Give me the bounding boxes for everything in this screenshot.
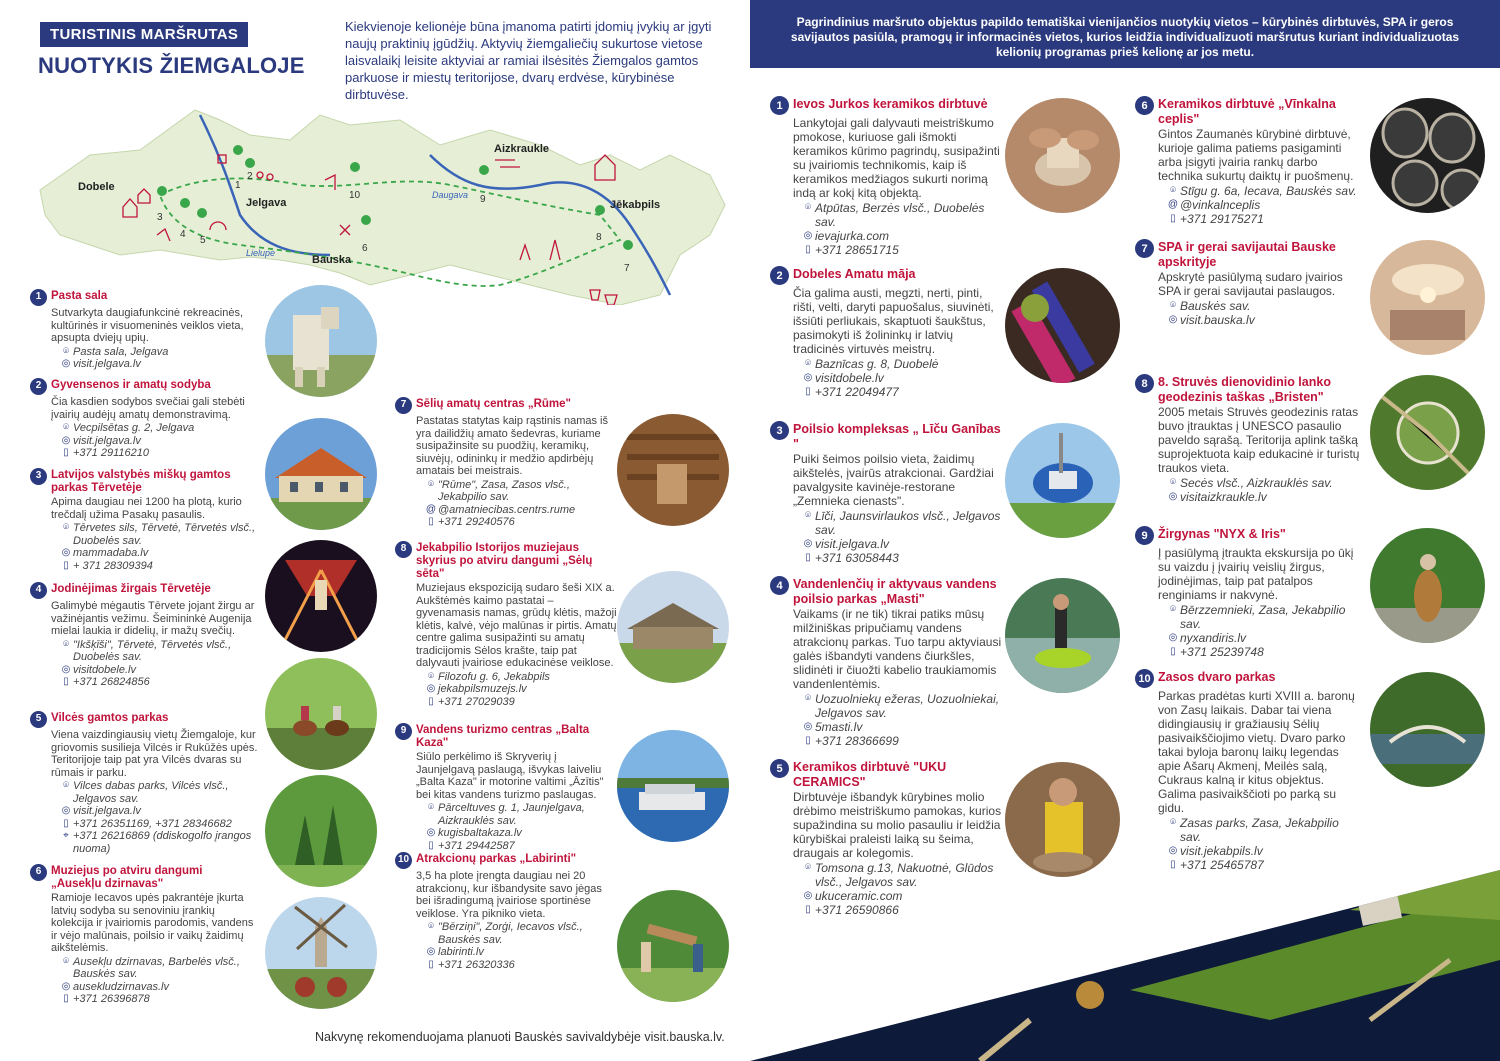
item-description: Lankytojai gali dalyvauti meistriškumo pmokose, kuriuose gali išmokti keramikos kūrimo pagrindų, susipažinti su įvairiomis technikomis, kaip iš keramikos medžiagos sukurti norimą indą ar kokį kitą objektą. [793, 116, 1000, 200]
globe-icon: ◎ [61, 434, 71, 446]
map-pin-icon: ⌾ [63, 345, 69, 357]
item-description: Sutvarkyta daugiafunkcinė rekreacinės, kultūrinės ir visuomeninės veiklos vieta, apsupta dviejų upių. [51, 307, 244, 344]
instagram-icon: @ [1167, 199, 1179, 210]
photo-rume [617, 414, 729, 526]
phone-icon: ▯ [63, 447, 69, 458]
item-phone[interactable]: +371 25239748 [1180, 645, 1264, 659]
item-phone[interactable]: +371 29116210 [73, 447, 149, 459]
item-website[interactable]: nyxandiris.lv [1180, 631, 1247, 645]
left-item-10 [395, 853, 617, 971]
photo-ausekļu-dzirnavas [265, 897, 377, 1009]
photo-struve-arc [1370, 375, 1485, 490]
map-pin-icon: ⌾ [428, 921, 434, 932]
item-phone[interactable]: +371 26396878 [73, 993, 150, 1005]
item-address: Tomsona g.13, Nakuotnė, Glūdos vlsč., Jelgavos sav. [815, 861, 994, 889]
photo-labirinti [617, 890, 729, 1002]
item-phone[interactable]: +371 29175271 [1180, 212, 1264, 226]
left-item-3 [30, 469, 262, 572]
item-website[interactable]: ausekludzirnavas.lv [73, 980, 169, 993]
photo-zasa-manor-park [1370, 672, 1485, 787]
photo-licu-ganibas [1005, 423, 1120, 538]
item-title: SPA ir gerai savijautai Bauske apskrityje [1158, 240, 1336, 269]
item-title: Gyvensenos ir amatų sodyba [51, 379, 211, 391]
item-number: 7 [395, 397, 412, 414]
right-item-6 [1135, 97, 1357, 226]
phone-icon: ▯ [805, 244, 811, 255]
globe-icon: ◎ [426, 683, 436, 694]
item-address: "Bērziņi", Zorģi, Iecavos vlsč., Bauskės sav. [438, 921, 583, 946]
item-address: Vecpilsētas g. 2, Jelgava [73, 422, 195, 434]
item-title: Dobeles Amatu māja [793, 267, 916, 281]
globe-icon: ◎ [61, 547, 71, 558]
item-title: 8. Struvės dienovidinio lanko geodezinis taškas „Bristen" [1158, 375, 1331, 404]
item-number: 2 [30, 378, 47, 395]
item-number: 3 [30, 468, 47, 485]
item-number: 3 [770, 421, 789, 440]
photo-masti [1005, 578, 1120, 693]
item-phone[interactable]: +371 63058443 [815, 551, 899, 565]
map-pin-icon: ⌾ [63, 955, 69, 967]
phone-icon: ▯ [805, 386, 811, 397]
item-description: Puiki šeimos poilsio vieta, žaidimų aikštelės, įvairūs atrakcionai. Gardžiai pavalgysite kavinėje-restorane „Zemnieka cienasts". [793, 452, 994, 508]
item-number: 1 [30, 289, 47, 306]
item-description: Pastatas statytas kaip rąstinis namas iš yra dailidžių amato šedevras, kuriame susipažinsite su puodžių, keramikų, siuvėjų, odininkų ir medžio apdirbėjų amatais bei meistrais. [416, 415, 608, 477]
phone-icon: ▯ [1170, 646, 1176, 657]
item-phone[interactable]: +371 22049477 [815, 385, 899, 399]
globe-icon: ◎ [61, 805, 71, 816]
photo-tervete-park [265, 540, 377, 652]
item-address: Filozofu g. 6, Jekabpils [438, 670, 550, 683]
item-address: Baznīcas g. 8, Duobelė [815, 357, 939, 371]
item-address: Bauskės sav. [1180, 299, 1251, 313]
item-title: Latvijos valstybės miškų gamtos parkas Tērvetėje [51, 469, 231, 494]
map-pin-icon: ⌾ [428, 670, 434, 682]
footer-note: Nakvynę rekomenduojama planuoti Bauskės savivaldybėje visit.bauska.lv. [315, 1030, 725, 1044]
right-item-10 [1135, 670, 1357, 872]
instagram-icon: @ [425, 503, 437, 515]
item-address: Atpūtas, Berzės vlsč., Duobelės sav. [815, 201, 985, 229]
disc-golf-icon: ⌖ [63, 830, 69, 841]
map-pin-icon: ⌾ [805, 202, 811, 213]
map-num-4: 4 [180, 229, 186, 240]
item-phone[interactable]: +371 26590866 [815, 903, 899, 917]
phone-icon: ▯ [428, 695, 434, 707]
item-phone[interactable]: +371 26320336 [438, 958, 515, 971]
item-description: Apima daugiau nei 1200 ha plotą, kurio trečdalį užima Pasakų pasaulis. [51, 496, 242, 521]
item-address: Pasta sala, Jelgava [73, 345, 169, 358]
phone-icon: ▯ [1170, 859, 1176, 870]
map-pin-icon: ⌾ [63, 522, 69, 533]
map-num-1: 1 [235, 180, 241, 191]
map-num-10: 10 [349, 190, 361, 201]
map-pin-icon: ⌾ [805, 862, 811, 873]
globe-icon: ◎ [803, 372, 813, 383]
item-number: 1 [770, 96, 789, 115]
item-title: Vandenlenčių ir aktyvaus vandens poilsio parkas „Masti" [793, 577, 997, 606]
map-pin-icon: ⌾ [63, 780, 69, 791]
map-label-jekabpils: Jēkabpils [610, 199, 661, 211]
map-pin-icon: ⌾ [63, 422, 69, 433]
left-item-7 [395, 398, 617, 529]
map-pin-icon: ⌾ [428, 478, 434, 490]
item-address: Ausekļu dzirnavas, Barbelės vlsč., Bauskės sav. [73, 955, 240, 980]
item-website[interactable]: visit.jekabpils.lv [1180, 844, 1263, 858]
item-number: 9 [1135, 526, 1154, 545]
item-website[interactable]: jekabpilsmuzejs.lv [438, 683, 527, 695]
photo-vinkalna-ceplis [1370, 98, 1485, 213]
map-label-bauska: Bauska [312, 254, 352, 266]
item-description: 3,5 ha plote įrengta daugiau nei 20 atrakcionų, kur išbandysite savo jėgas bei išradingumą įvairiose sportinėse veiklose. Yra pikniko vieta. [416, 870, 602, 920]
right-item-4 [770, 577, 1002, 748]
map-pin-icon: ⌾ [1170, 477, 1176, 488]
route-map [20, 95, 735, 305]
item-address: Bērzzemnieki, Zasa, Jekabpilio sav. [1180, 603, 1346, 631]
item-description: Ramioje Iecavos upės pakrantėje įkurta latvių sodyba su senoviniu įrankių kolekcija ir įvairiomis parodomis, vandens ir vėjo malūnais, poilsio ir vaikų žaidimų aikštelėmis. [51, 892, 254, 954]
item-title: Vilcės gamtos parkas [51, 712, 169, 724]
item-website[interactable]: ievajurka.com [815, 229, 890, 243]
item-address: Secės vlsč., Aizkrauklės sav. [1180, 476, 1333, 490]
item-website[interactable]: kugisbaltakaza.lv [438, 827, 522, 839]
item-website[interactable]: visit.jelgava.lv [73, 358, 141, 370]
globe-icon: ◎ [1168, 314, 1178, 325]
item-website[interactable]: visitaizkraukle.lv [1180, 490, 1267, 504]
item-number: 10 [395, 852, 412, 869]
left-item-6 [30, 865, 255, 1006]
right-item-9 [1135, 527, 1357, 659]
phone-icon: ▯ [428, 839, 434, 851]
left-item-9 [395, 724, 617, 852]
item-title: Sēlių amatų centras „Rūme" [416, 398, 572, 410]
item-address: "Ikšķīši", Tērvetė, Tērvetės vlsč., Duobelės sav. [73, 638, 232, 663]
photo-pasta-sala [265, 285, 377, 397]
photo-gyvensenos-sodyba [265, 418, 377, 530]
item-number: 6 [1135, 96, 1154, 115]
item-website[interactable]: visit.jelgava.lv [73, 434, 141, 447]
item-address: Uozuolniekų ežeras, Uozuolniekai, Jelgavos sav. [815, 692, 1000, 720]
map-label-jelgava: Jelgava [246, 197, 287, 209]
item-title: Vandens turizmo centras „Balta Kaza" [416, 724, 590, 749]
item-number: 4 [30, 582, 47, 599]
right-item-8 [1135, 375, 1365, 504]
photo-vilce-park [265, 775, 377, 887]
globe-icon: ◎ [1168, 632, 1178, 643]
item-website[interactable]: visit.bauska.lv [1180, 313, 1255, 327]
item-phone[interactable]: +371 26824856 [73, 676, 150, 688]
item-title: Poilsio kompleksas „ Līču Ganības " [793, 422, 1001, 451]
item-number: 5 [770, 759, 789, 778]
map-label-daugava: Daugava [432, 190, 469, 200]
item-title: Jekabpilio Istorijos muziejaus skyrius po atviru dangumi „Sėlų sēta" [416, 542, 593, 580]
item-phone[interactable]: +371 26351169, +371 28346682 [73, 817, 232, 830]
photo-horse-riding [265, 658, 377, 770]
left-item-5 [30, 712, 260, 855]
phone-icon: ▯ [805, 735, 811, 746]
item-title: Žirgynas "NYX & Iris" [1158, 527, 1286, 541]
right-page [750, 0, 1500, 1061]
map-label-aizkraukle: Aizkraukle [494, 143, 550, 155]
item-address: Stīgu g. 6a, Iecava, Bauskės sav. [1180, 184, 1357, 198]
item-phone[interactable]: +371 29240576 [438, 516, 515, 528]
globe-icon: ◎ [1168, 491, 1178, 502]
photo-nyx-iris [1370, 528, 1485, 643]
phone-icon: ▯ [63, 817, 69, 829]
right-banner: Pagrindinius maršruto objektus papildo tematiškai vienijančios nuotykių vietos – kūrybinės dirbtuvės, SPA ir geros savijautos pasiūla, pramogų ir informacinės vietos, kurios leidžia individualizuoti maršrutus kuriant individualizuotas kelionių programas prieš kelionę ar jos metu. [750, 0, 1500, 68]
map-pin-icon: ⌾ [805, 358, 811, 369]
item-address: Pārceltuves g. 1, Jaunjelgava, Aizkrauklės sav. [438, 802, 585, 827]
item-website[interactable]: labirinti.lv [438, 946, 484, 958]
item-description: Į pasiūlymą įtraukta ekskursija po ūkį su vaizdu į įvairių veislių žirgus, jodinėjimas, taip pat patalpos renginiams ir nakvynė. [1158, 546, 1354, 602]
globe-icon: ◎ [803, 890, 813, 901]
item-phone[interactable]: +371 28651715 [815, 243, 899, 257]
item-description: Vaikams (ir ne tik) tikrai patiks mūsų milžiniškas pripučiamų vandens atrakcionų parkas. Tuo tarpu aktyviausi galės išbandyti vandens čiurkšles, slidinėti ir čiuožti kabelio traukiamomis vandenlentėmis. [793, 607, 1002, 691]
photo-spa [1370, 240, 1485, 355]
item-description: Viena vaizdingiausių vietų Žiemgaloje, kur griovomis susilieja Vilcės ir Rukūžės upės. Teritorijoje taip pat yra Vilcės dvaras su rūmais ir parku. [51, 729, 258, 779]
item-description: Dirbtuvėje išbandyk kūrybines molio drėbimo meistriškumo pamokas, kurios supažindina su molio pasauliu ir leidžia kūrybiškai praleisti laiką su šeima, draugais ar kolegomis. [793, 790, 1002, 860]
phone-icon: ▯ [428, 958, 434, 970]
right-item-3 [770, 422, 1002, 565]
item-website[interactable]: visit.jelgava.lv [815, 537, 890, 551]
phone-icon: ▯ [428, 516, 434, 527]
right-item-2 [770, 267, 1002, 399]
item-description: Parkas pradėtas kurti XVIII a. baronų von Zasų laikais. Dabar tai viena didingiausių ir gražiausių Sėlių pasivaikščiojimo vietų. Dvaro parko takai byloja baronų laikų legendas apie Ašarų Akmenį, Meilės salą, Cukraus kalną ir kitus objektus. Galima pasivaikščioti po parką su gidu. [1158, 689, 1355, 815]
phone-icon: ▯ [63, 676, 69, 687]
map-pin-icon: ⌾ [1170, 604, 1176, 615]
globe-icon: ◎ [61, 980, 71, 992]
item-description: Galimybė mėgautis Tērvete jojant žirgu ar važinėjantis vežimu. Šeimininkė Augenija mielai laukia ir didelių, ir mažų svečių. [51, 600, 255, 637]
left-item-2 [30, 379, 255, 460]
map-pin-icon: ⌾ [1170, 300, 1176, 311]
globe-icon: ◎ [426, 827, 436, 838]
item-website[interactable]: visitdobele.lv [815, 371, 884, 385]
item-website[interactable]: visitdobele.lv [73, 663, 136, 676]
globe-icon: ◎ [803, 538, 813, 549]
item-address: "Rūme", Zasa, Zasos vlsč., Jekabpilio sav. [438, 478, 570, 503]
globe-icon: ◎ [61, 663, 71, 675]
map-num-3: 3 [157, 212, 163, 223]
item-description: Apskrytė pasiūlymą sudaro įvairios SPA ir gerai savijautai paslaugos. [1158, 270, 1343, 298]
item-phone[interactable]: + 371 28309394 [73, 559, 153, 572]
item-number: 8 [395, 541, 412, 558]
globe-icon: ◎ [426, 946, 436, 957]
route-label: TURISTINIS MARŠRUTAS [40, 22, 248, 47]
route-title: NUOTYKIS ŽIEMGALOJE [38, 53, 305, 78]
photo-uku-ceramics [1005, 762, 1120, 877]
map-num-7: 7 [624, 263, 630, 274]
item-number: 8 [1135, 374, 1154, 393]
item-number: 6 [30, 864, 47, 881]
globe-icon: ◎ [803, 230, 813, 241]
item-social[interactable]: @amatniecibas.centrs.rume [438, 503, 576, 516]
item-number: 4 [770, 576, 789, 595]
item-phone[interactable]: +371 29442587 [438, 839, 515, 852]
photo-selu-seta [617, 571, 729, 683]
globe-icon: ◎ [61, 358, 71, 369]
left-item-8 [395, 542, 617, 708]
item-phone[interactable]: +371 27029039 [438, 695, 515, 708]
item-address: Tērvetes sils, Tērvetė, Tērvetės vlsč., Duobelės sav. [73, 522, 256, 547]
item-title: Keramikos dirbtuvė „Vīnkalna ceplis" [1158, 97, 1336, 126]
globe-icon: ◎ [803, 721, 813, 732]
map-pin-icon: ⌾ [1170, 185, 1176, 196]
item-number: 9 [395, 723, 412, 740]
map-num-9: 9 [480, 194, 486, 205]
item-description: Čia galima austi, megzti, nerti, pinti, rišti, velti, daryti papuošalus, siuvinėti, išsiūti perliukais, skaptuoti šaukštus, pasimokyti iš žolininkų ir latvių tradicinės virtuvės meistrų. [793, 286, 994, 356]
item-description: Siūlo perkėlimo iš Skryverių į Jaunjelgavą paslaugą, išvykas laiveliu „Balta Kaza" ir motorine valtimi „Āzītis" bei kitas vandens turizmo paslaugas. [416, 751, 604, 801]
item-number: 7 [1135, 239, 1154, 258]
map-pin-icon: ⌾ [428, 802, 434, 813]
map-num-5: 5 [200, 235, 206, 246]
item-title: Jodinėjimas žirgais Tērvetėje [51, 583, 211, 595]
item-website[interactable]: ukuceramic.com [815, 889, 903, 903]
item-address: Vilces dabas parks, Vilcės vlsč., Jelgavos sav. [73, 780, 229, 805]
item-rental-phone[interactable]: +371 26216869 (ddiskogolfo įrangos nuoma) [73, 830, 252, 855]
item-title: Ievos Jurkos keramikos dirbtuvė [793, 97, 988, 111]
map-pin-icon: ⌾ [805, 510, 811, 521]
item-description: 2005 metais Struvės geodezinis ratas buvo įtrauktas į UNESCO pasaulio paveldo sąrašą. Teritorija aplink tašką suprojektuota kaip edukacinė ir turistų traukos vieta. [1158, 405, 1360, 475]
map-num-6: 6 [362, 243, 368, 254]
left-item-1 [30, 290, 255, 371]
item-website[interactable]: mammadaba.lv [73, 547, 149, 559]
right-item-7 [1135, 240, 1357, 327]
item-phone[interactable]: +371 25465787 [1180, 858, 1264, 872]
item-number: 5 [30, 711, 47, 728]
item-website[interactable]: visit.jelgava.lv [73, 805, 141, 817]
item-description: Muziejaus ekspoziciją sudaro šeši XIX a. Aukštėmės kaimo pastatai – gyvenamasis namas, grūdų klėtis, mažoji klėtis, kalvė, vėjo malūnas ir pirtis. Amatų centre galima susipažinti su amatų tradicijomis Sėlos krašte, taip pat dalyvauti įvairiose edukacinėse veiklose. [416, 582, 617, 669]
item-social[interactable]: @vinkalnceplis [1180, 198, 1261, 212]
item-title: Zasos dvaro parkas [1158, 670, 1276, 684]
item-description: Gintos Zaumanės kūrybinė dirbtuvė, kurioje galima patiems pasigaminti arba įsigyti įvairia rankų darbo technika sukurtų daiktų ir puošmenų. [1158, 127, 1354, 183]
right-item-1 [770, 97, 1002, 257]
item-address: Zasas parks, Zasa, Jekabpilio sav. [1180, 816, 1339, 844]
item-phone[interactable]: +371 28366699 [815, 734, 899, 748]
item-number: 10 [1135, 669, 1154, 688]
item-title: Atrakcionų parkas „Labirinti" [416, 853, 577, 865]
item-title: Keramikos dirbtuvė "UKU CERAMICS" [793, 760, 947, 789]
map-label-lielupe: Lielupe [246, 248, 276, 258]
bottom-aerial-photo [750, 870, 1500, 1061]
map-pin-icon: ⌾ [1170, 817, 1176, 828]
phone-icon: ▯ [1170, 213, 1176, 224]
item-description: Čia kasdien sodybos svečiai gali stebėti įvairių audėjų amatų demonstravimą. [51, 396, 245, 421]
phone-icon: ▯ [63, 993, 69, 1004]
photo-dobeles-amatu [1005, 268, 1120, 383]
item-title: Muziejus po atviru dangumi „Ausekļu dzirnavas" [51, 865, 203, 890]
intro-text: Kiekvienoje kelionėje būna įmanoma patirti įdomių įvykių ar įgyti naujų praktinių įgūdžių. Aktyvių žiemgaliečių sukurtose vietose laisvalaikį leisite aktyviai ar ramiai ilsėsitės Žiemgalos gamtos parkuose ir miestų teritorijose, dvarų erdvėse, kūrybinėse dirbtuvėse. [345, 19, 712, 102]
phone-icon: ▯ [805, 904, 811, 915]
globe-icon: ◎ [1168, 845, 1178, 856]
map-pin-icon: ⌾ [805, 693, 811, 704]
item-number: 2 [770, 266, 789, 285]
item-website[interactable]: 5masti.lv [815, 720, 863, 734]
item-title: Pasta sala [51, 290, 108, 302]
photo-ievos-jurkos [1005, 98, 1120, 213]
item-address: Līči, Jaunsvirlaukos vlsč., Jelgavos sav. [815, 509, 1001, 537]
phone-icon: ▯ [63, 559, 69, 571]
left-item-4 [30, 583, 255, 689]
photo-balta-kaza [617, 730, 729, 842]
map-pin-icon: ⌾ [63, 638, 69, 650]
map-num-8: 8 [596, 232, 602, 243]
map-num-2: 2 [247, 171, 253, 182]
map-label-dobele: Dobele [78, 181, 115, 193]
phone-icon: ▯ [805, 552, 811, 563]
